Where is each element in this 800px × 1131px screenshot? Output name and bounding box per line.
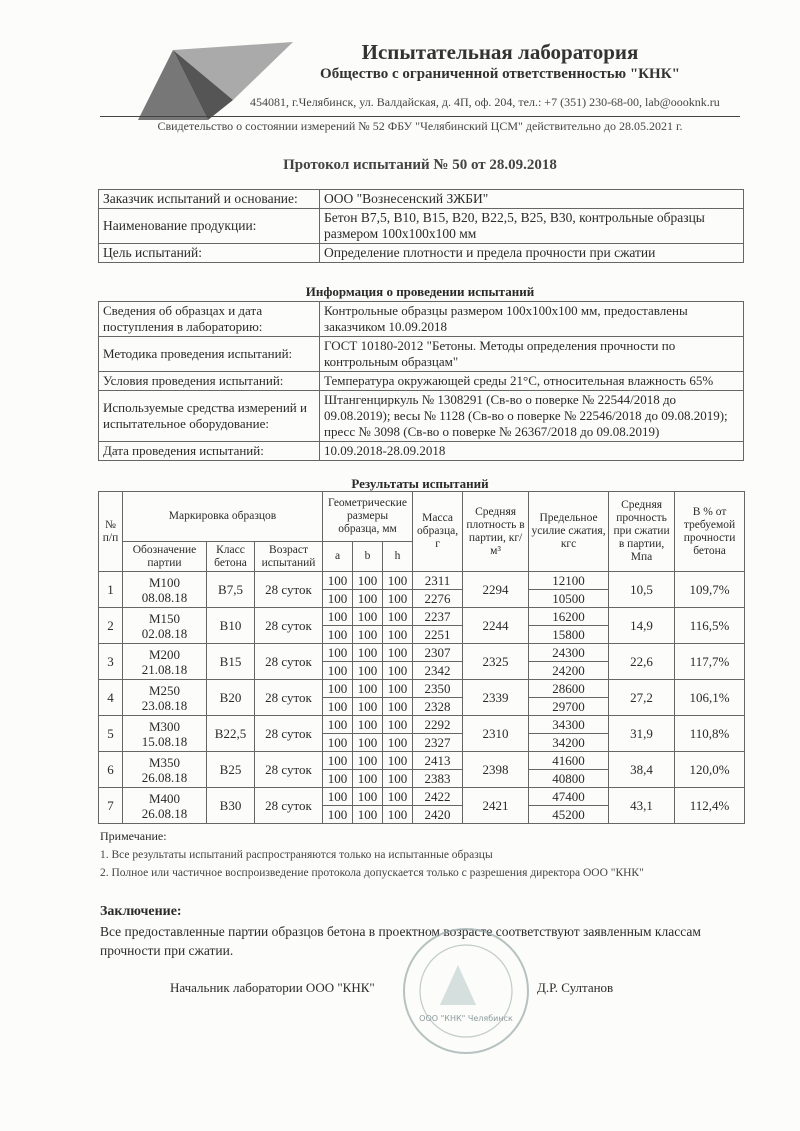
- notes-title: Примечание:: [100, 829, 167, 843]
- dim-h: 100: [383, 770, 413, 788]
- row-number: 6: [99, 752, 123, 788]
- certificate-line: Свидетельство о состоянии измерений № 52 ФБУ "Челябинский ЦСМ" действительно до 28.05.2021 г.: [157, 119, 683, 133]
- sample-mass: 2311: [413, 572, 463, 590]
- protocol-title: Протокол испытаний № 50 от 28.09.2018: [283, 157, 557, 173]
- dim-h: 100: [383, 788, 413, 806]
- info-label: Наименование продукции:: [99, 209, 320, 244]
- dim-a: 100: [323, 716, 353, 734]
- batch-cell: [123, 716, 207, 752]
- batch-date: 08.08.18: [141, 589, 188, 605]
- concrete-class: В20: [207, 680, 255, 716]
- dim-a: 100: [323, 806, 353, 824]
- dim-a: 100: [323, 752, 353, 770]
- test-age: 28 суток: [255, 572, 323, 608]
- test-age: 28 суток: [255, 680, 323, 716]
- info-label: Цель испытаний:: [99, 244, 320, 263]
- sample-mass: 2422: [413, 788, 463, 806]
- table-row: [99, 716, 745, 734]
- row-number: 3: [99, 644, 123, 680]
- conclusion-title: Заключение:: [100, 904, 182, 919]
- dim-h: 100: [383, 662, 413, 680]
- info-value: Штангенциркуль № 1308291 (Св-во о поверке № 22544/2018 до 09.08.2019); весы № 1128 (Св-во о поверке № 22546/2018 до 09.08.2019); пресс № 3098 (Св-во о поверке № 26367/2018 до 09.08.2019): [320, 391, 744, 442]
- batch-mark: М200: [148, 646, 181, 662]
- max-force: 34200: [529, 734, 609, 752]
- avg-strength: 31,9: [609, 716, 675, 752]
- concrete-class: В10: [207, 608, 255, 644]
- test-age: 28 суток: [255, 644, 323, 680]
- dim-b: 100: [353, 626, 383, 644]
- avg-density: 2310: [463, 716, 529, 752]
- header-geometry: Геометрические размеры образца, мм: [323, 492, 413, 542]
- dim-a: 100: [323, 572, 353, 590]
- info-value: 10.09.2018-28.09.2018: [320, 442, 744, 461]
- results-table: [98, 491, 745, 824]
- batch-date: 21.08.18: [141, 661, 188, 677]
- table-row: [99, 372, 744, 391]
- header-num: № п/п: [99, 492, 123, 572]
- strength-percent: 106,1%: [675, 680, 745, 716]
- concrete-class: В22,5: [207, 716, 255, 752]
- avg-density: 2244: [463, 608, 529, 644]
- max-force: 47400: [529, 788, 609, 806]
- info-value: Температура окружающей среды 21°С, относительная влажность 65%: [320, 372, 744, 391]
- dim-h: 100: [383, 698, 413, 716]
- customer-info-table: [98, 189, 744, 263]
- lab-stamp: [400, 925, 532, 1057]
- dim-b: 100: [353, 788, 383, 806]
- batch-mark: М300: [148, 718, 181, 734]
- batch-mark: М400: [148, 790, 181, 806]
- info-value: ГОСТ 10180-2012 "Бетоны. Методы определения прочности по контрольным образцам": [320, 337, 744, 372]
- strength-percent: 116,5%: [675, 608, 745, 644]
- dim-b: 100: [353, 608, 383, 626]
- table-row: [99, 337, 744, 372]
- dim-a: 100: [323, 608, 353, 626]
- batch-date: 02.08.18: [141, 625, 188, 641]
- table-row: [99, 608, 745, 626]
- dim-h: 100: [383, 572, 413, 590]
- dim-b: 100: [353, 698, 383, 716]
- dim-h: 100: [383, 806, 413, 824]
- stamp-text: ООО "КНК" Челябинск: [419, 1014, 513, 1023]
- avg-strength: 27,2: [609, 680, 675, 716]
- dim-b: 100: [353, 716, 383, 734]
- sample-mass: 2350: [413, 680, 463, 698]
- info-label: Методика проведения испытаний:: [99, 337, 320, 372]
- lab-address: 454081, г.Челябинск, ул. Валдайская, д. 4П, оф. 204, тел.: +7 (351) 230-68-00, lab@oooknk.ru: [250, 95, 720, 109]
- max-force: 45200: [529, 806, 609, 824]
- info-label: Заказчик испытаний и основание:: [99, 190, 320, 209]
- sample-mass: 2307: [413, 644, 463, 662]
- table-row: [99, 572, 745, 590]
- info-value: Контрольные образцы размером 100х100х100 мм, предоставлены заказчиком 10.09.2018: [320, 302, 744, 337]
- row-number: 4: [99, 680, 123, 716]
- max-force: 24300: [529, 644, 609, 662]
- dim-h: 100: [383, 734, 413, 752]
- avg-strength: 43,1: [609, 788, 675, 824]
- header-force: Предельное усилие сжатия, кгс: [529, 492, 609, 572]
- batch-date: 26.08.18: [141, 769, 188, 785]
- sample-mass: 2420: [413, 806, 463, 824]
- table-row: [99, 391, 744, 442]
- batch-date: 23.08.18: [141, 697, 188, 713]
- table-row: [99, 644, 745, 662]
- batch-cell: [123, 608, 207, 644]
- signature-name: Д.Р. Султанов: [537, 980, 614, 995]
- sample-mass: 2237: [413, 608, 463, 626]
- strength-percent: 109,7%: [675, 572, 745, 608]
- test-age: 28 суток: [255, 716, 323, 752]
- batch-cell: [123, 644, 207, 680]
- dim-a: 100: [323, 788, 353, 806]
- table-row: [99, 190, 744, 209]
- table-row: [99, 442, 744, 461]
- dim-h: 100: [383, 644, 413, 662]
- max-force: 34300: [529, 716, 609, 734]
- strength-percent: 112,4%: [675, 788, 745, 824]
- header-h: h: [383, 542, 413, 572]
- max-force: 28600: [529, 680, 609, 698]
- sample-mass: 2327: [413, 734, 463, 752]
- sample-mass: 2276: [413, 590, 463, 608]
- header-class: Класс бетона: [207, 542, 255, 572]
- note-1: 1. Все результаты испытаний распространяются только на испытанные образцы: [100, 849, 493, 861]
- note-2: 2. Полное или частичное воспроизведение протокола допускается только с разрешения директора ООО "КНК": [100, 867, 644, 879]
- batch-cell: [123, 752, 207, 788]
- avg-strength: 14,9: [609, 608, 675, 644]
- dim-b: 100: [353, 644, 383, 662]
- max-force: 15800: [529, 626, 609, 644]
- max-force: 40800: [529, 770, 609, 788]
- dim-a: 100: [323, 734, 353, 752]
- row-number: 7: [99, 788, 123, 824]
- conclusion-text: Все предоставленные партии образцов бетона в проектном возрасте соответствуют заявленным классам прочности при сжатии.: [100, 924, 701, 958]
- dim-a: 100: [323, 626, 353, 644]
- concrete-class: В25: [207, 752, 255, 788]
- sample-mass: 2342: [413, 662, 463, 680]
- dim-b: 100: [353, 572, 383, 590]
- dim-b: 100: [353, 806, 383, 824]
- header-mass: Масса образца, г: [413, 492, 463, 572]
- table-row: [99, 244, 744, 263]
- batch-cell: [123, 680, 207, 716]
- max-force: 12100: [529, 572, 609, 590]
- max-force: 24200: [529, 662, 609, 680]
- row-number: 1: [99, 572, 123, 608]
- lab-title: Испытательная лаборатория: [361, 40, 639, 64]
- header-batch: Обозначение партии: [123, 542, 207, 572]
- dim-a: 100: [323, 644, 353, 662]
- sample-mass: 2413: [413, 752, 463, 770]
- max-force: 16200: [529, 608, 609, 626]
- strength-percent: 110,8%: [675, 716, 745, 752]
- batch-mark: М100: [148, 574, 181, 590]
- batch-cell: [123, 572, 207, 608]
- batch-mark: М350: [148, 754, 181, 770]
- batch-date: 15.08.18: [141, 733, 188, 749]
- test-info-title: Информация о проведении испытаний: [305, 284, 535, 299]
- dim-a: 100: [323, 680, 353, 698]
- avg-density: 2398: [463, 752, 529, 788]
- sample-mass: 2292: [413, 716, 463, 734]
- dim-b: 100: [353, 662, 383, 680]
- batch-mark: М150: [148, 610, 181, 626]
- header-b: b: [353, 542, 383, 572]
- info-value: Определение плотности и предела прочности при сжатии: [320, 244, 744, 263]
- avg-density: 2294: [463, 572, 529, 608]
- strength-percent: 120,0%: [675, 752, 745, 788]
- dim-a: 100: [323, 590, 353, 608]
- table-row: [99, 302, 744, 337]
- avg-strength: 22,6: [609, 644, 675, 680]
- dim-b: 100: [353, 734, 383, 752]
- header-divider: [100, 116, 740, 117]
- dim-h: 100: [383, 590, 413, 608]
- organization-name: Общество с ограниченной ответственностью "КНК": [320, 66, 680, 82]
- dim-a: 100: [323, 770, 353, 788]
- info-label: Сведения об образцах и дата поступления в лабораторию:: [99, 302, 320, 337]
- row-number: 2: [99, 608, 123, 644]
- avg-density: 2339: [463, 680, 529, 716]
- header-density: Средняя плотность в партии, кг/м³: [463, 492, 529, 572]
- table-row: [99, 752, 745, 770]
- header-strength: Средняя прочность при сжатии в партии, Мпа: [609, 492, 675, 572]
- strength-percent: 117,7%: [675, 644, 745, 680]
- table-row: [99, 209, 744, 244]
- test-age: 28 суток: [255, 752, 323, 788]
- header-percent: В % от требуемой прочности бетона: [675, 492, 745, 572]
- header-marking: Маркировка образцов: [123, 492, 323, 542]
- max-force: 10500: [529, 590, 609, 608]
- dim-h: 100: [383, 680, 413, 698]
- dim-a: 100: [323, 662, 353, 680]
- concrete-class: В7,5: [207, 572, 255, 608]
- avg-strength: 10,5: [609, 572, 675, 608]
- info-label: Используемые средства измерений и испытательное оборудование:: [99, 391, 320, 442]
- concrete-class: В30: [207, 788, 255, 824]
- table-row: [99, 680, 745, 698]
- sample-mass: 2328: [413, 698, 463, 716]
- max-force: 41600: [529, 752, 609, 770]
- dim-h: 100: [383, 626, 413, 644]
- header-a: a: [323, 542, 353, 572]
- dim-h: 100: [383, 716, 413, 734]
- concrete-class: В15: [207, 644, 255, 680]
- info-label: Дата проведения испытаний:: [99, 442, 320, 461]
- signature-role: Начальник лаборатории ООО "КНК": [170, 980, 375, 995]
- table-row: [99, 788, 745, 806]
- avg-strength: 38,4: [609, 752, 675, 788]
- dim-b: 100: [353, 590, 383, 608]
- batch-date: 26.08.18: [141, 805, 188, 821]
- results-title: Результаты испытаний: [351, 476, 489, 491]
- max-force: 29700: [529, 698, 609, 716]
- test-age: 28 суток: [255, 788, 323, 824]
- batch-mark: М250: [148, 682, 181, 698]
- info-label: Условия проведения испытаний:: [99, 372, 320, 391]
- test-info-table: [98, 301, 744, 461]
- dim-b: 100: [353, 770, 383, 788]
- sample-mass: 2383: [413, 770, 463, 788]
- dim-a: 100: [323, 698, 353, 716]
- dim-h: 100: [383, 752, 413, 770]
- sample-mass: 2251: [413, 626, 463, 644]
- info-value: ООО "Вознесенский ЗЖБИ": [320, 190, 744, 209]
- dim-h: 100: [383, 608, 413, 626]
- dim-b: 100: [353, 752, 383, 770]
- dim-b: 100: [353, 680, 383, 698]
- header-age: Возраст испытаний: [255, 542, 323, 572]
- test-age: 28 суток: [255, 608, 323, 644]
- info-value: Бетон В7,5, В10, В15, В20, В22,5, В25, В30, контрольные образцы размером 100х100х100 мм: [320, 209, 744, 244]
- avg-density: 2421: [463, 788, 529, 824]
- batch-cell: [123, 788, 207, 824]
- avg-density: 2325: [463, 644, 529, 680]
- row-number: 5: [99, 716, 123, 752]
